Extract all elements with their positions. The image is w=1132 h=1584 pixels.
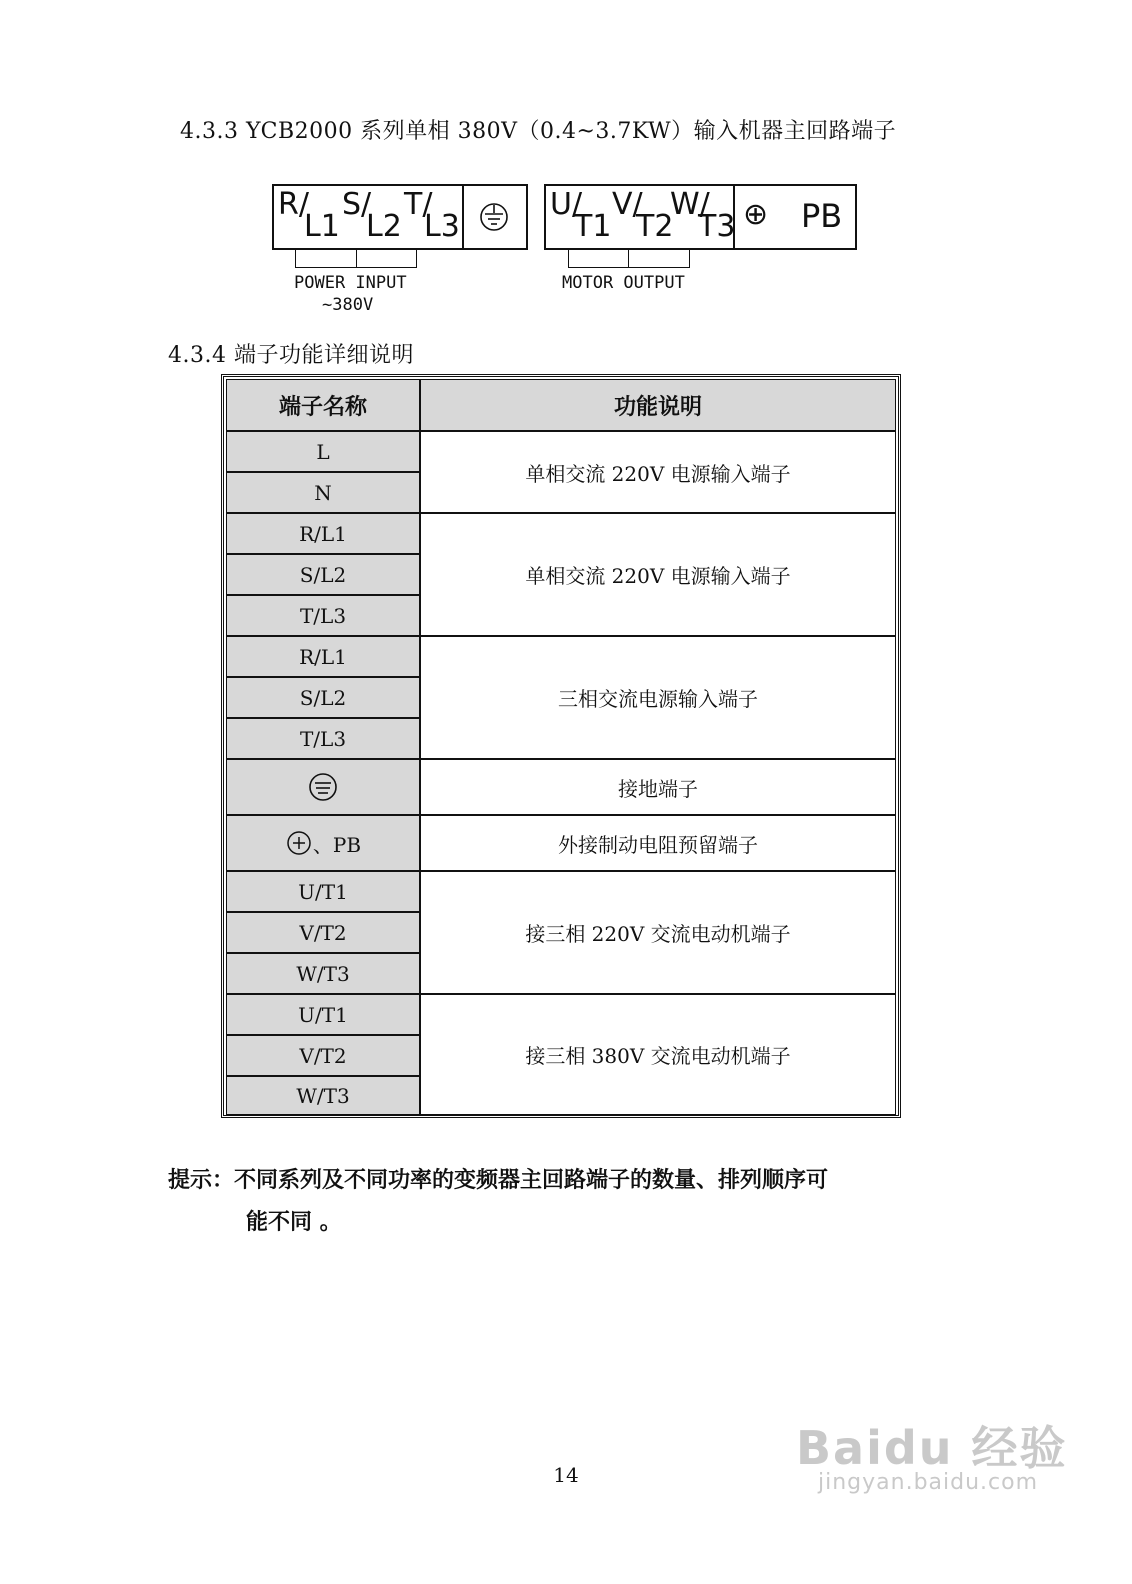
tip-line-2: 能不同 。	[246, 1210, 342, 1235]
input-terminals	[274, 186, 462, 248]
terminal-cell-ground	[226, 759, 420, 815]
terminal-cell-vt2-380: V/T2	[226, 1035, 420, 1076]
function-cell-1ph-220-ln: 单相交流 220V 电源输入端子	[420, 431, 896, 513]
terminal-l2-label: L2	[366, 209, 402, 244]
terminal-cell-ut1-380: U/T1	[226, 994, 420, 1035]
ground-circle-icon	[464, 186, 528, 248]
output-terminal-block	[544, 184, 857, 250]
section-heading-433: 4.3.3 YCB2000 系列单相 380V（0.4~3.7KW）输入机器主回路端子	[180, 119, 897, 144]
function-cell-3ph-input: 三相交流电源输入端子	[420, 636, 896, 759]
function-cell-brake: 外接制动电阻预留端子	[420, 815, 896, 871]
power-input-bracket-mid	[356, 250, 357, 268]
ground-terminal-cell	[462, 186, 526, 248]
function-cell-motor-220: 接三相 220V 交流电动机端子	[420, 871, 896, 994]
terminal-cell-ut1: U/T1	[226, 871, 420, 912]
terminal-cell-plus-pb	[226, 815, 420, 871]
terminal-cell-sl2-3ph: S/L2	[226, 677, 420, 718]
pb-label: PB	[801, 197, 843, 235]
header-terminal-name: 端子名称	[226, 379, 420, 431]
terminal-cell-rl1-3ph: R/L1	[226, 636, 420, 677]
power-input-caption: POWER INPUT	[294, 273, 407, 293]
function-cell-1ph-220-rst: 单相交流 220V 电源输入端子	[420, 513, 896, 636]
terminal-cell-tl3-3ph: T/L3	[226, 718, 420, 759]
input-terminal-block	[272, 184, 528, 250]
terminal-t1-label: T1	[574, 209, 612, 244]
section-heading-434: 4.3.4 端子功能详细说明	[168, 343, 414, 368]
terminal-cell-sl2: S/L2	[226, 554, 420, 595]
motor-output-bracket-mid	[628, 250, 629, 268]
voltage-caption: ~380V	[322, 295, 374, 315]
terminal-function-table	[221, 374, 901, 1118]
motor-output-caption: MOTOR OUTPUT	[562, 273, 685, 293]
terminal-t2-label: T2	[636, 209, 674, 244]
plus-pb-text: 、PB	[312, 832, 362, 857]
terminal-cell-wt3: W/T3	[226, 953, 420, 994]
page-number: 14	[553, 1463, 579, 1487]
function-cell-motor-380: 接三相 380V 交流电动机端子	[420, 994, 896, 1115]
terminal-v-label: V/	[612, 187, 643, 222]
terminal-cell-n: N	[226, 472, 420, 513]
watermark-url: jingyan.baidu.com	[818, 1470, 1039, 1495]
plus-icon: ⊕	[743, 197, 769, 232]
terminal-l1-label: L1	[304, 209, 340, 244]
terminal-l3-label: L3	[424, 209, 460, 244]
function-cell-ground: 接地端子	[420, 759, 896, 815]
plus-circle-icon	[285, 829, 313, 857]
terminal-s-label: S/	[342, 187, 372, 222]
terminal-cell-vt2: V/T2	[226, 912, 420, 953]
terminal-w-label: W/	[670, 187, 710, 222]
terminal-u-label: U/	[550, 187, 583, 222]
brake-terminal-cell	[733, 186, 855, 248]
terminal-t3-label: T3	[698, 209, 736, 244]
motor-output-bracket	[568, 250, 690, 268]
terminal-r-label: R/	[278, 187, 309, 222]
tip-line-1: 提示：不同系列及不同功率的变频器主回路端子的数量、排列顺序可	[168, 1168, 829, 1193]
ground-icon	[307, 771, 339, 803]
terminal-cell-rl1: R/L1	[226, 513, 420, 554]
terminal-cell-wt3-380: W/T3	[226, 1076, 420, 1115]
header-function-desc: 功能说明	[420, 379, 896, 431]
output-terminals	[546, 186, 736, 248]
watermark-brand: Baidu 经验	[796, 1421, 1068, 1475]
terminal-cell-tl3: T/L3	[226, 595, 420, 636]
terminal-t-label: T/	[404, 187, 433, 222]
terminal-cell-l: L	[226, 431, 420, 472]
